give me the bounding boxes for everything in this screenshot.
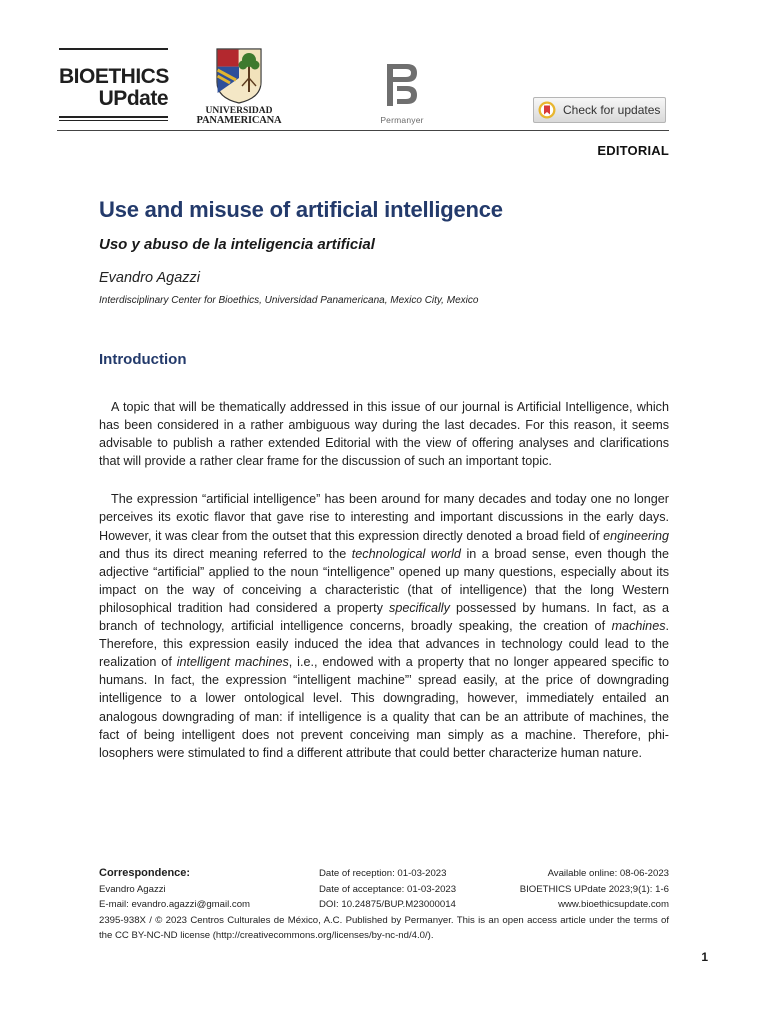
license-notice: 2395-938X / © 2023 Centros Culturales de México, A.C. Published by Permanyer. This is an open access article under the terms of the CC BY-NC-ND license (http://creativecommons.org/licenses/by-nc-nd/4.0/). xyxy=(99,915,669,941)
article-subtitle: Uso y abuso de la inteligencia artificial xyxy=(99,236,375,253)
university-name-line2: PANAMERICANA xyxy=(196,115,282,126)
journal-logo-line2: UPdate xyxy=(98,87,168,110)
correspondence-name: Evandro Agazzi xyxy=(99,883,166,895)
journal-logo-line1: BIOETHICS xyxy=(59,65,169,88)
p2-text-3: in a broad sense, even though the adjective “artificial” applied to the noun “intelligence” opened up many questions, especially about its impact on the way of conceiving a characteristic (that of intelligence) that the long Western philosophical tradition had considered a property xyxy=(99,546,670,615)
dates-block xyxy=(319,866,456,913)
paragraph-2 xyxy=(99,490,669,761)
p2-italic-4: machines xyxy=(611,619,666,634)
date-of-acceptance: Date of acceptance: 01-03-2023 xyxy=(319,883,457,895)
journal-logo xyxy=(59,48,168,119)
check-for-updates-label: Check for updates xyxy=(563,103,661,117)
article-type-label: EDITORIAL xyxy=(597,143,669,158)
p2-text-5: . Therefore, this expression easily induced the idea that advances in technology could lead to the realization of xyxy=(99,619,669,670)
p2-italic-2: technological world xyxy=(351,546,461,561)
header-divider xyxy=(57,130,669,131)
logo-bottom-rules xyxy=(59,116,168,121)
page-number: 1 xyxy=(701,950,708,964)
university-logo xyxy=(190,48,288,126)
university-shield-icon xyxy=(216,48,262,104)
p2-text-2: and thus its direct meaning referred to the xyxy=(99,546,352,561)
university-name-line1: UNIVERSIDAD xyxy=(205,106,273,116)
publisher-label: Permanyer xyxy=(380,115,424,125)
p2-italic-3: specifically xyxy=(389,600,450,615)
check-for-updates-button[interactable] xyxy=(533,97,666,123)
publisher-logo xyxy=(376,62,428,125)
page-header xyxy=(0,0,768,135)
citation: BIOETHICS UPdate 2023;9(1): 1-6 xyxy=(519,883,669,895)
correspondence-block xyxy=(99,866,250,913)
logo-top-rule xyxy=(59,48,168,50)
doi-link[interactable]: DOI: 10.24875/BUP.M23000014 xyxy=(319,899,456,910)
p2-italic-1: engineering xyxy=(603,528,669,543)
p2-text-6: , i.e., endowed with a property that no longer appeared specific to humans. In fact, the expression “intelligent machine”’ spread easily, at the price of downgrading intelligence to a lower ontological level. This downgrading, however, immediately entailed an analogous downgrading of man: if intelligence is a quality that can be an attribute of machines, the fact of being intelligent does not prevent conceiving man simply as a machine. Therefore, philosophers were stimulated to find a different attribute that could better characterize human nature. xyxy=(99,655,670,760)
p2-text-1: The expression “artificial intelligence” has been around for many decades and today one no longer perceives its exotic flavor that gave rise to interesting and important discussions in the early days. However, it was clear from the outset that this expression directly denoted a broad field of xyxy=(99,492,669,543)
correspondence-label: Correspondence: xyxy=(99,867,191,879)
author-affiliation: Interdisciplinary Center for Bioethics, Universidad Panamericana, Mexico City, Mexico xyxy=(99,295,479,306)
date-of-reception: Date of reception: 01-03-2023 xyxy=(319,868,447,879)
p2-text-4: possessed by humans. In fact, as a branch of technology, artificial intelligence concerns, broadly speaking, the creation of xyxy=(99,600,669,634)
publication-block xyxy=(520,866,669,913)
available-online-date: Available online: 08-06-2023 xyxy=(547,868,669,879)
crossmark-icon xyxy=(538,101,556,119)
correspondence-email[interactable]: E-mail: evandro.agazzi@gmail.com xyxy=(99,899,251,910)
journal-website-link[interactable]: www.bioethicsupdate.com xyxy=(558,899,669,910)
article-title: Use and misuse of artificial intelligence xyxy=(99,197,503,222)
section-heading-introduction: Introduction xyxy=(99,351,187,368)
paragraph-1: A topic that will be thematically addressed in this issue of our journal is Artificial Intelligence, which has been considered in a rather ambiguous way during the last decades. For this reason, it seems advisable to publish a rather extended Editorial with the view of offering analyses and clarifications that will provide a rather clear frame for the discussion of such an important topic. xyxy=(99,400,669,469)
article-author: Evandro Agazzi xyxy=(99,270,201,286)
article-body xyxy=(99,398,669,782)
permanyer-logo-icon xyxy=(385,62,419,108)
p2-italic-5: intelligent machines xyxy=(176,655,289,670)
